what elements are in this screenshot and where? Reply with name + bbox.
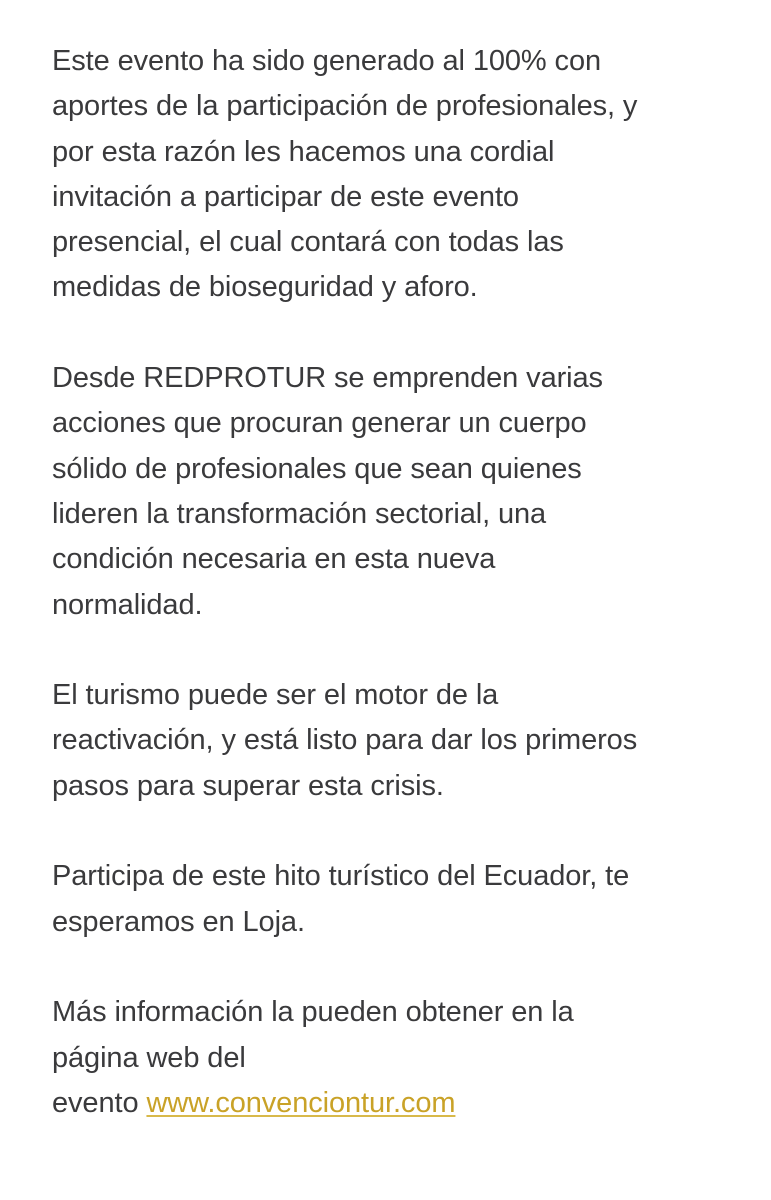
text-line: pasos para superar esta crisis. bbox=[52, 769, 444, 802]
paragraph-more-info bbox=[52, 990, 752, 1126]
paragraph-redprotur bbox=[52, 356, 752, 628]
text-line: lideren la transformación sectorial, una bbox=[52, 497, 547, 530]
text-line: medidas de bioseguridad y aforo. bbox=[52, 271, 478, 304]
text-line-with-link bbox=[52, 1081, 752, 1126]
paragraph-spacer bbox=[52, 809, 752, 854]
text-line: condición necesaria en esta nueva bbox=[52, 543, 496, 576]
text-line: página web del bbox=[52, 1041, 246, 1074]
text-line: Participa de este hito turístico del Ecuador, te bbox=[52, 860, 630, 893]
text-line: aportes de la participación de profesionales, y bbox=[52, 90, 638, 123]
message-body bbox=[52, 39, 752, 1126]
paragraph-spacer bbox=[52, 311, 752, 356]
text-line: normalidad. bbox=[52, 588, 203, 621]
text-line: El turismo puede ser el motor de la bbox=[52, 679, 499, 712]
text-line: invitación a participar de este evento bbox=[52, 180, 519, 213]
text-line: acciones que procuran generar un cuerpo bbox=[52, 407, 587, 440]
paragraph-tourism bbox=[52, 673, 752, 809]
text-line: Este evento ha sido generado al 100% con bbox=[52, 45, 602, 77]
event-website-link[interactable]: www.convenciontur.com bbox=[146, 1086, 456, 1119]
link-prefix-text: evento bbox=[52, 1086, 147, 1119]
text-line: por esta razón les hacemos una cordial bbox=[52, 135, 555, 168]
paragraph-spacer bbox=[52, 945, 752, 990]
paragraph-participate bbox=[52, 854, 752, 945]
paragraph-spacer bbox=[52, 628, 752, 673]
text-line: Más información la pueden obtener en la bbox=[52, 996, 574, 1029]
text-line: esperamos en Loja. bbox=[52, 905, 305, 938]
text-line: Desde REDPROTUR se emprenden varias bbox=[52, 362, 603, 395]
text-line: reactivación, y está listo para dar los primeros bbox=[52, 724, 638, 757]
text-line: sólido de profesionales que sean quienes bbox=[52, 452, 582, 485]
paragraph-intro bbox=[52, 39, 752, 311]
text-line: presencial, el cual contará con todas las bbox=[52, 226, 564, 259]
